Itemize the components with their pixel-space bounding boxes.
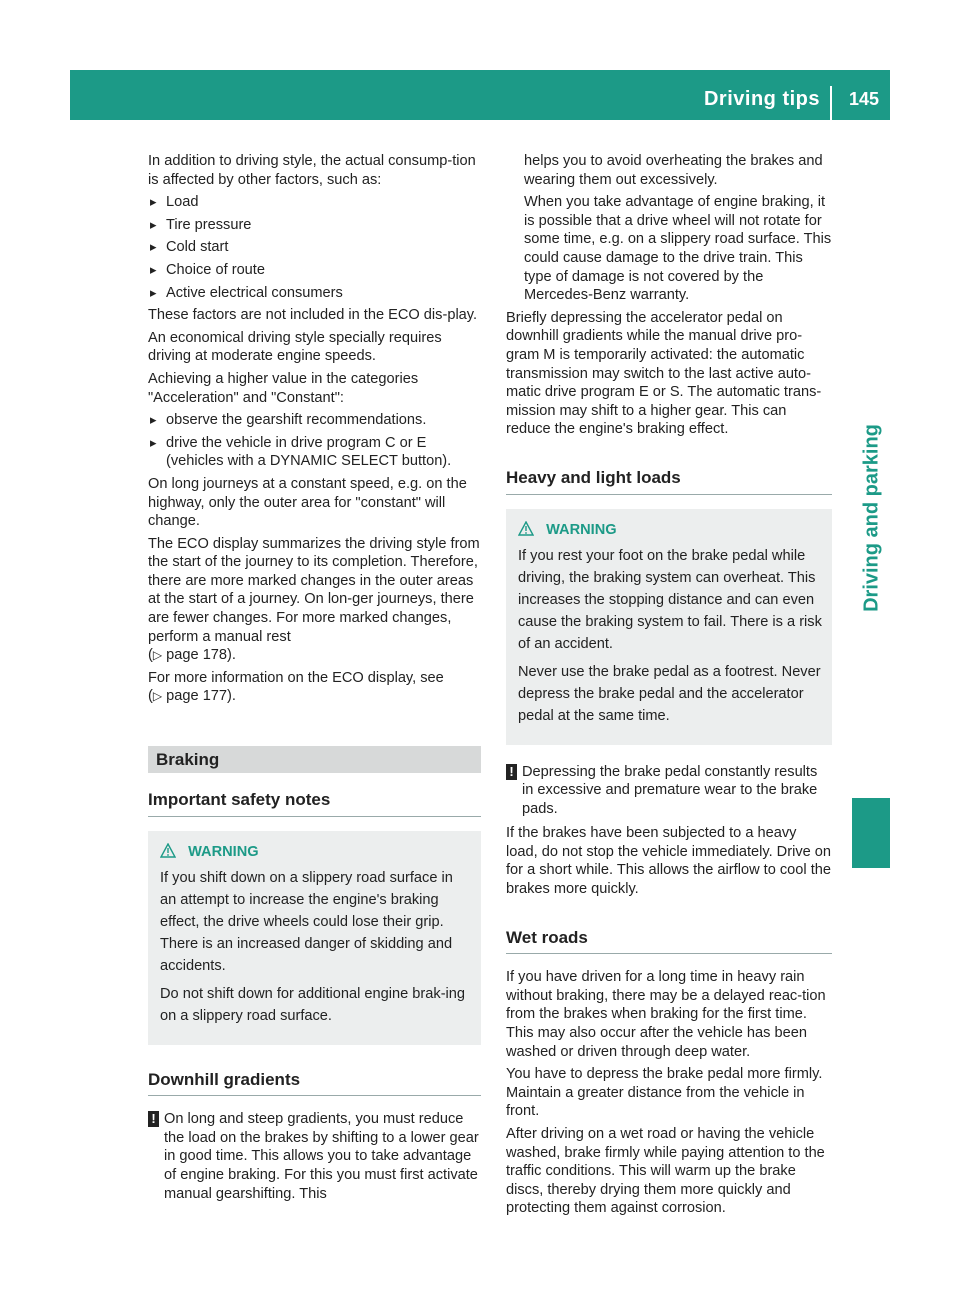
side-tab-label: Driving and parking xyxy=(860,424,883,612)
warning-label: WARNING xyxy=(546,521,617,538)
page-reference-link[interactable]: page 178). xyxy=(166,647,236,664)
paragraph: Briefly depressing the accelerator pedal on downhill gradients while the manual drive pro-gram M is temporarily activated: the automatic transmission may switch to the last active auto-matic drive program E or S. The automatic trans-mission may shift to a higher gear. This can reduce the engine's braking effect. xyxy=(506,309,822,438)
section-title-braking: Braking xyxy=(148,746,481,773)
paragraph: If the brakes have been subjected to a heavy load, do not stop the vehicle immediately. Drive on for a short while. This allows the airflow to cool the brakes more quickly. xyxy=(506,825,832,898)
header-separator xyxy=(830,86,832,120)
paragraph: These factors are not included in the ECO dis-play. xyxy=(148,307,478,324)
warning-text: Never use the brake pedal as a footrest. Never depress the brake pedal and the accelerator pedal at the same time. xyxy=(518,663,821,724)
paragraph-text: The ECO display summarizes the driving style from the start of the journey to its completion. Therefore, there are more marked changes in the outer areas at the start of a journey. On lon-ger journeys, there are fewer changes. For more marked changes, perform a manual rest xyxy=(148,535,480,645)
warning-triangle-icon xyxy=(518,521,534,536)
warning-text: Do not shift down for additional engine brak-ing on a slippery road surface. xyxy=(160,985,466,1024)
list-item: ▸ Active electrical consumers xyxy=(148,284,481,303)
warning-triangle-icon xyxy=(160,843,176,858)
intro-paragraph: In addition to driving style, the actual consump-tion is affected by other factors, such as: xyxy=(148,153,476,188)
arrow-right-icon: ▷ xyxy=(152,689,163,704)
list-item: ▸ Load xyxy=(148,193,481,212)
warning-box xyxy=(148,831,481,1045)
exclamation-icon: ! xyxy=(148,1111,159,1127)
subheading-downhill: Downhill gradients xyxy=(148,1063,481,1097)
warning-text: If you rest your foot on the brake pedal while driving, the braking system can overheat. This increases the stopping distance and can even cause the braking system to fail. There is a risk of an accident. xyxy=(518,547,822,652)
side-tab-marker xyxy=(852,798,890,868)
paragraph: Achieving a higher value in the categories "Acceleration" and "Constant": xyxy=(148,370,419,406)
note-block xyxy=(506,763,832,819)
paragraph: For more information on the ECO display, see (▷ page 177). xyxy=(148,669,444,705)
tip-list xyxy=(148,411,481,471)
paragraph: On long journeys at a constant speed, e.g. on the highway, only the outer area for "constant" will change. xyxy=(148,475,467,530)
arrow-right-icon: ▷ xyxy=(152,648,163,663)
subheading-wet-roads: Wet roads xyxy=(506,921,832,955)
header-title: Driving tips xyxy=(703,88,820,110)
page-header xyxy=(70,70,890,120)
list-item: ▸ Cold start xyxy=(148,238,481,257)
subheading-safety-notes: Important safety notes xyxy=(148,783,481,817)
note-continuation: helps you to avoid overheating the brakes and wearing them out excessively. xyxy=(524,153,823,188)
paragraph: After driving on a wet road or having the vehicle washed, brake firmly while paying attention to the traffic conditions. This will warm up the brake discs, thereby drying them more quickly and protecting them against corrosion. xyxy=(506,1126,825,1217)
paragraph: You have to depress the brake pedal more firmly. Maintain a greater distance from the vehicle in front. xyxy=(506,1066,823,1120)
warning-label: WARNING xyxy=(188,843,259,860)
paragraph: If you have driven for a long time in heavy rain without braking, there may be a delayed reac-tion from the brakes when braking for the first time. This may also occur after the vehicle has been washed or driven through deep water. xyxy=(506,969,826,1060)
subheading-loads: Heavy and light loads xyxy=(506,461,832,495)
paragraph: An economical driving style specially requires driving at moderate engine speeds. xyxy=(148,329,442,365)
list-item: ▸ Tire pressure xyxy=(148,216,481,235)
list-item: ▸ observe the gearshift recommendations. xyxy=(148,411,481,430)
left-column xyxy=(148,152,481,1209)
list-item: ▸ drive the vehicle in drive program C or E (vehicles with a DYNAMIC SELECT button). xyxy=(148,434,481,471)
warning-heading xyxy=(160,841,471,863)
exclamation-icon: ! xyxy=(506,764,517,780)
page-number: 145 xyxy=(848,89,879,109)
note-continuation: When you take advantage of engine braking, it is possible that a drive wheel will not rotate for some time, e.g. on a slippery road surface. This could cause damage to the drive train. This type of damage is not covered by the Mercedes-Benz warranty. xyxy=(524,194,832,304)
note-text: On long and steep gradients, you must reduce the load on the brakes by shifting to a lower gear in good time. This allows you to take advantage of engine braking. For this you must first activate manual gearshifting. This xyxy=(164,1111,479,1202)
paragraph-text: For more information on the ECO display, see xyxy=(148,669,444,686)
factor-list xyxy=(148,193,481,302)
warning-heading xyxy=(518,519,822,541)
paragraph: The ECO display summarizes the driving style from the start of the journey to its completion. Therefore, there are more marked changes in the outer areas at the start of a journey. On lon-ger journeys, there are fewer changes. For more marked changes, perform a manual rest (▷ page 178). xyxy=(148,535,480,664)
warning-box xyxy=(506,509,832,745)
right-column xyxy=(506,152,832,1222)
page-reference-link[interactable]: page 177). xyxy=(166,688,236,705)
warning-text: If you shift down on a slippery road surface in an attempt to increase the engine's braking effect, the drive wheels could lose their grip. There is an increased danger of skidding and accidents. xyxy=(160,869,453,974)
note-block xyxy=(148,1110,481,1203)
note-text: Depressing the brake pedal constantly results in excessive and premature wear to the brake pads. xyxy=(522,763,818,817)
list-item: ▸ Choice of route xyxy=(148,261,481,280)
